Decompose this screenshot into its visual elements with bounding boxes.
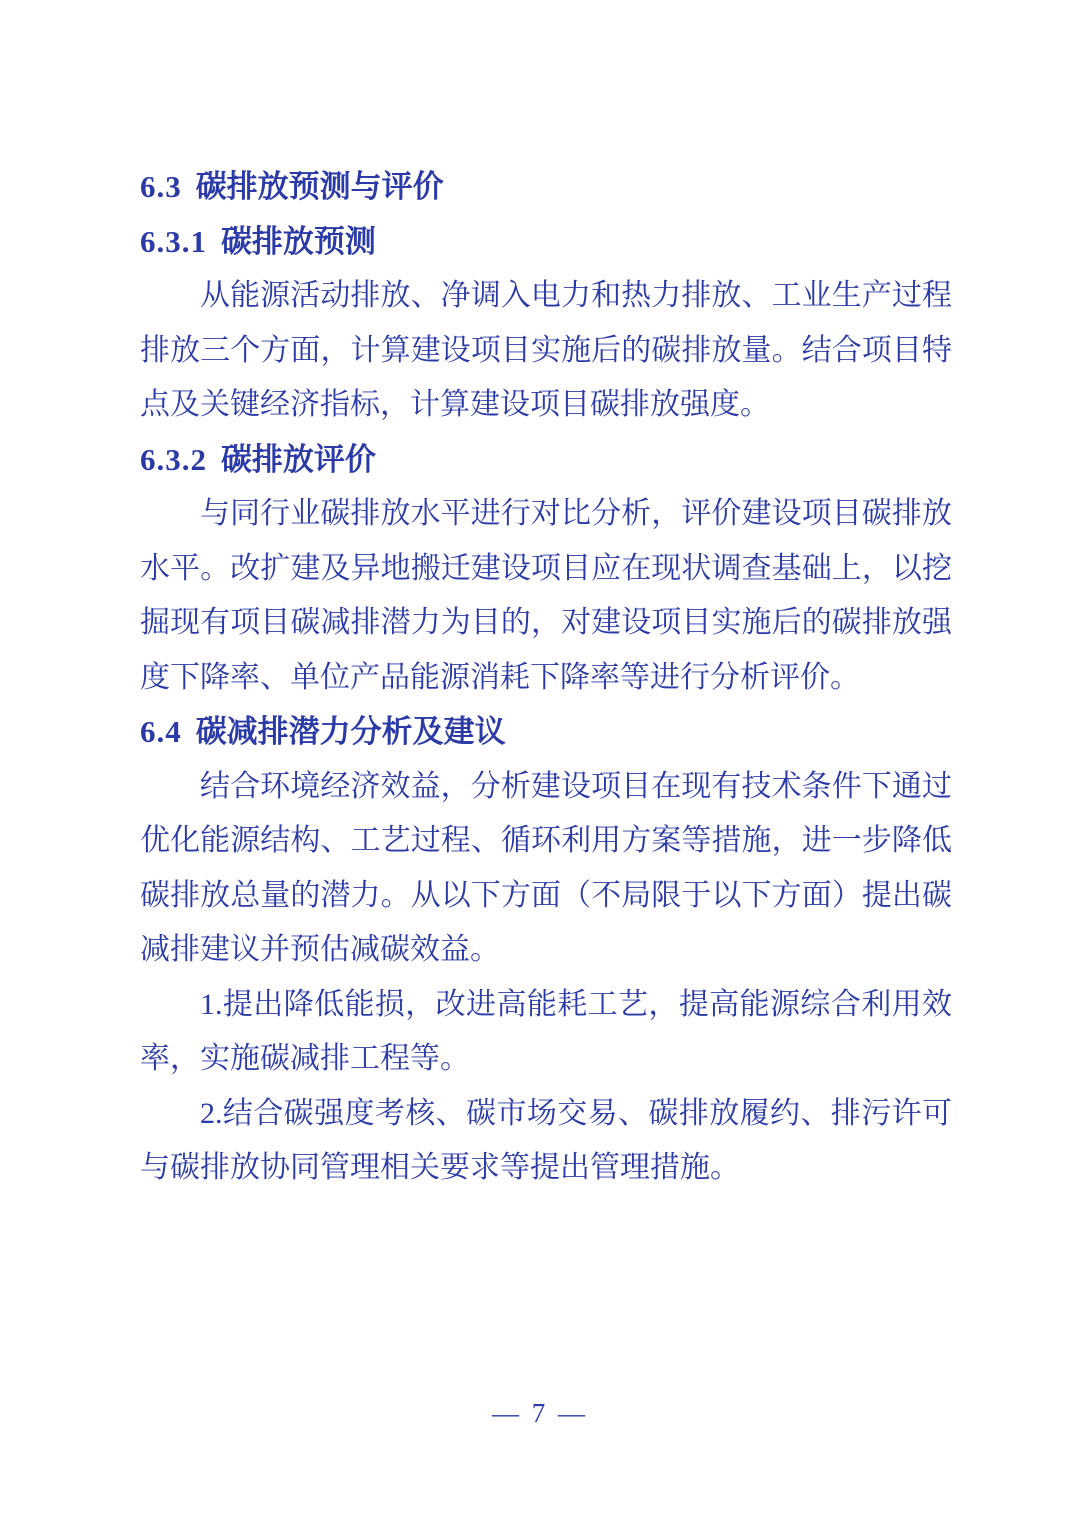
subsection-title: 碳排放评价 <box>220 441 376 477</box>
section-number: 6.3 <box>140 169 182 204</box>
section-title: 碳减排潜力分析及建议 <box>195 714 506 749</box>
paragraph-emission-evaluation: 与同行业碳排放水平进行对比分析，评价建设项目碳排放水平。改扩建及异地搬迁建设项目应在现状调查基础上，以挖掘现有项目碳减排潜力为目的，对建设项目实施后的碳排放强度下降率、单位产品能源消耗下降率等进行分析评价。 <box>140 497 952 694</box>
subsection-number: 6.3.1 <box>140 223 207 259</box>
section-heading-6-3 <box>140 160 952 215</box>
paragraph-reduction-potential: 结合环境经济效益，分析建设项目在现有技术条件下通过优化能源结构、工艺过程、循环利用方案等措施，进一步降低碳排放总量的潜力。从以下方面（不局限于以下方面）提出碳减排建议并预估减碳效益。 <box>140 769 952 966</box>
subsection-number: 6.3.2 <box>140 441 207 477</box>
subsection-heading-6-3-1 <box>140 215 952 270</box>
paragraph-emission-prediction: 从能源活动排放、净调入电力和热力排放、工业生产过程排放三个方面，计算建设项目实施后的碳排放量。结合项目特点及关键经济指标，计算建设项目碳排放强度。 <box>140 279 952 421</box>
list-item-1-marker: 1. <box>200 987 223 1021</box>
subsection-heading-6-3-2 <box>140 433 952 488</box>
list-item-2 <box>140 1087 952 1196</box>
section-title: 碳排放预测与评价 <box>195 169 444 204</box>
list-item-2-text: 结合碳强度考核、碳市场交易、碳排放履约、排污许可与碳排放协同管理相关要求等提出管理措施。 <box>140 1096 952 1184</box>
page-number: — 7 — <box>492 1398 588 1428</box>
list-item-2-marker: 2. <box>200 1096 223 1130</box>
section-number: 6.4 <box>140 714 182 749</box>
list-item-1 <box>140 978 952 1087</box>
list-item-1-text: 提出降低能损，改进高能耗工艺，提高能源综合利用效率，实施碳减排工程等。 <box>140 987 952 1075</box>
section-heading-6-4 <box>140 705 952 760</box>
subsection-title: 碳排放预测 <box>220 223 376 259</box>
